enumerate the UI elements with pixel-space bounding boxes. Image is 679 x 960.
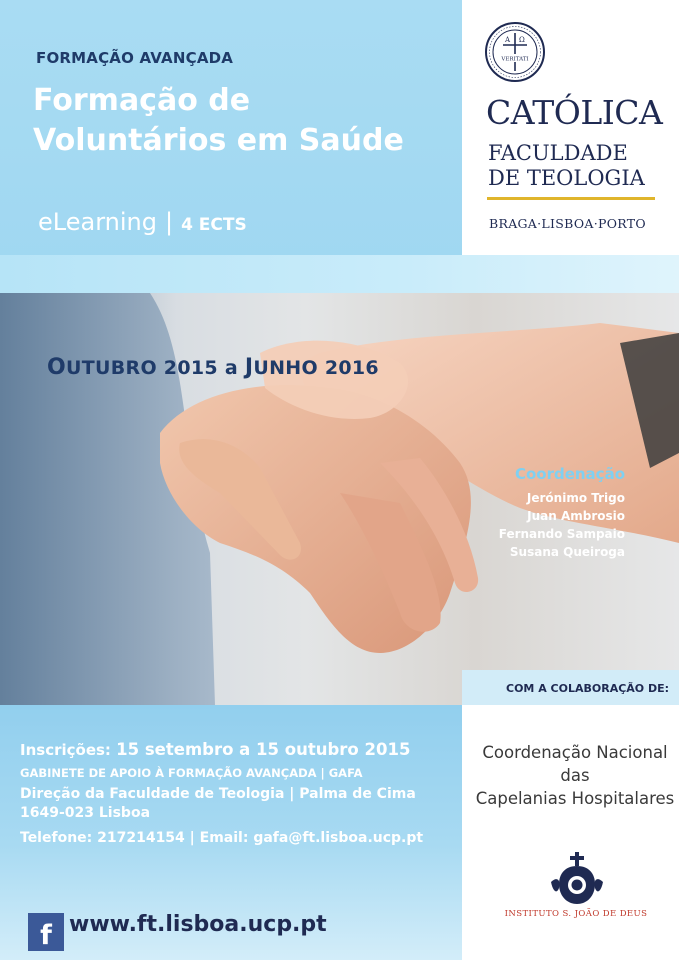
contact-line[interactable]: Telefone: 217214154 | Email: gafa@ft.lisboa.ucp.pt — [20, 830, 424, 846]
institute-name: INSTITUTO S. JOÃO DE DEUS — [504, 909, 648, 919]
credits-label: 4 ECTS — [181, 215, 247, 235]
registration-label: Inscrições: — [20, 741, 111, 759]
collaboration-label: COM A COLABORAÇÃO DE: — [506, 682, 670, 695]
faculty-line-1: FACULDADE — [488, 141, 628, 165]
mode-label: eLearning — [38, 208, 157, 236]
university-seal-icon — [484, 21, 546, 83]
program-kicker: FORMAÇÃO AVANÇADA — [36, 49, 234, 67]
university-name: CATÓLICA — [486, 93, 663, 132]
coordination-block — [455, 465, 625, 561]
mode-separator: | — [164, 208, 174, 236]
svg-text:Ω: Ω — [519, 36, 525, 44]
institute-emblem-icon — [549, 852, 605, 906]
svg-text:VERITATI: VERITATI — [501, 56, 529, 63]
faculty-line-2: DE TEOLOGIA — [488, 166, 645, 190]
registration-dates: 15 setembro a 15 outubro 2015 — [116, 740, 411, 759]
course-title: Formação de Voluntários em Saúde — [33, 83, 404, 158]
address-line-1: Direção da Faculdade de Teologia | Palma de Cima — [20, 786, 416, 802]
partner-name — [474, 741, 676, 810]
coordinator-name: Fernando Sampaio — [498, 527, 625, 541]
faculty-name — [488, 141, 645, 191]
campus-cities: BRAGA·LISBOA·PORTO — [489, 216, 646, 231]
course-period: OUTUBRO 2015 a JUNHO 2016 — [47, 355, 379, 380]
logo-divider — [487, 197, 655, 200]
office-name: GABINETE DE APOIO À FORMAÇÃO AVANÇADA | GAFA — [20, 766, 363, 780]
website-link[interactable]: www.ft.lisboa.ucp.pt — [69, 912, 327, 937]
svg-text:A: A — [505, 36, 511, 44]
partner-line-2: Capelanias Hospitalares — [475, 789, 675, 808]
coordination-title: Coordenação — [514, 465, 625, 483]
address-line-2: 1649-023 Lisboa — [20, 805, 151, 821]
course-mode — [38, 208, 247, 236]
coordinator-name: Jerónimo Trigo — [526, 491, 625, 505]
partner-line-1: Coordenação Nacional das — [482, 743, 668, 785]
coordinator-name: Susana Queiroga — [509, 545, 625, 559]
coordinator-name: Juan Ambrosio — [527, 509, 625, 523]
registration-line — [20, 740, 410, 759]
facebook-icon[interactable]: f — [28, 913, 64, 951]
header-strip — [0, 255, 679, 293]
